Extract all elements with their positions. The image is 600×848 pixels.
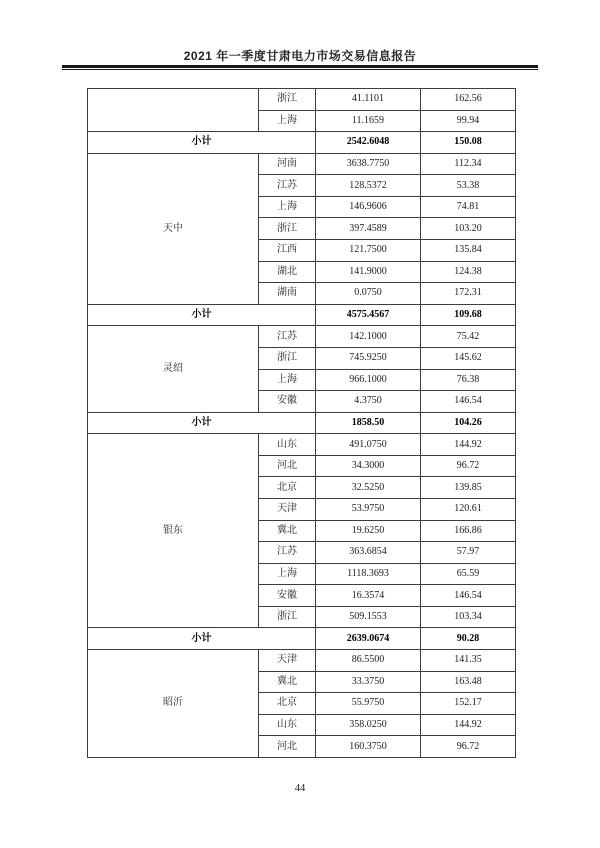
province-cell: 河南 <box>259 153 316 175</box>
subtotal-price-cell: 90.28 <box>421 628 516 650</box>
price-cell: 172.31 <box>421 283 516 305</box>
price-cell: 74.81 <box>421 196 516 218</box>
price-cell: 65.59 <box>421 563 516 585</box>
table-row <box>88 434 516 456</box>
price-cell: 99.94 <box>421 110 516 132</box>
province-cell: 江苏 <box>259 175 316 197</box>
subtotal-row <box>88 304 516 326</box>
price-cell: 120.61 <box>421 498 516 520</box>
province-cell: 上海 <box>259 196 316 218</box>
province-cell: 浙江 <box>259 347 316 369</box>
subtotal-price-cell: 150.08 <box>421 132 516 154</box>
province-cell: 北京 <box>259 693 316 715</box>
corridor-cell: 昭沂 <box>88 650 259 758</box>
volume-cell: 966.1000 <box>316 369 421 391</box>
price-cell: 139.85 <box>421 477 516 499</box>
subtotal-price-cell: 104.26 <box>421 412 516 434</box>
volume-cell: 41.1101 <box>316 89 421 111</box>
volume-cell: 358.0250 <box>316 714 421 736</box>
volume-cell: 53.9750 <box>316 498 421 520</box>
corridor-cell <box>88 89 259 132</box>
volume-cell: 11.1659 <box>316 110 421 132</box>
price-cell: 162.56 <box>421 89 516 111</box>
province-cell: 北京 <box>259 477 316 499</box>
subtotal-label-cell: 小计 <box>88 304 316 326</box>
province-cell: 江西 <box>259 240 316 262</box>
province-cell: 上海 <box>259 110 316 132</box>
volume-cell: 397.4589 <box>316 218 421 240</box>
subtotal-label-cell: 小计 <box>88 628 316 650</box>
volume-cell: 141.9000 <box>316 261 421 283</box>
province-cell: 安徽 <box>259 585 316 607</box>
price-cell: 76.38 <box>421 369 516 391</box>
volume-cell: 745.9250 <box>316 347 421 369</box>
table-row <box>88 650 516 672</box>
header-double-rule <box>62 65 538 70</box>
subtotal-row <box>88 628 516 650</box>
price-cell: 166.86 <box>421 520 516 542</box>
subtotal-price-cell: 109.68 <box>421 304 516 326</box>
subtotal-volume-cell: 1858.50 <box>316 412 421 434</box>
province-cell: 湖南 <box>259 283 316 305</box>
province-cell: 上海 <box>259 563 316 585</box>
subtotal-row <box>88 132 516 154</box>
volume-cell: 142.1000 <box>316 326 421 348</box>
price-cell: 144.92 <box>421 434 516 456</box>
volume-cell: 509.1553 <box>316 606 421 628</box>
price-cell: 163.48 <box>421 671 516 693</box>
volume-cell: 1118.3693 <box>316 563 421 585</box>
province-cell: 山东 <box>259 714 316 736</box>
corridor-cell: 天中 <box>88 153 259 304</box>
volume-cell: 55.9750 <box>316 693 421 715</box>
report-table-body <box>88 89 516 758</box>
price-cell: 135.84 <box>421 240 516 262</box>
volume-cell: 86.5500 <box>316 650 421 672</box>
province-cell: 江苏 <box>259 542 316 564</box>
price-cell: 53.38 <box>421 175 516 197</box>
price-cell: 146.54 <box>421 585 516 607</box>
corridor-cell: 银东 <box>88 434 259 628</box>
page-header-title: 2021 年一季度甘肃电力市场交易信息报告 <box>183 49 417 63</box>
province-cell: 安徽 <box>259 391 316 413</box>
province-cell: 上海 <box>259 369 316 391</box>
province-cell: 河北 <box>259 455 316 477</box>
volume-cell: 491.0750 <box>316 434 421 456</box>
volume-cell: 121.7500 <box>316 240 421 262</box>
table-row <box>88 89 516 111</box>
subtotal-volume-cell: 2542.6048 <box>316 132 421 154</box>
subtotal-volume-cell: 2639.0674 <box>316 628 421 650</box>
page-number: 44 <box>294 783 306 794</box>
volume-cell: 33.3750 <box>316 671 421 693</box>
volume-cell: 363.6854 <box>316 542 421 564</box>
price-cell: 146.54 <box>421 391 516 413</box>
subtotal-label-cell: 小计 <box>88 412 316 434</box>
volume-cell: 160.3750 <box>316 736 421 758</box>
table-row <box>88 326 516 348</box>
province-cell: 浙江 <box>259 89 316 111</box>
subtotal-row <box>88 412 516 434</box>
province-cell: 浙江 <box>259 218 316 240</box>
province-cell: 冀北 <box>259 520 316 542</box>
price-cell: 152.17 <box>421 693 516 715</box>
province-cell: 河北 <box>259 736 316 758</box>
volume-cell: 19.6250 <box>316 520 421 542</box>
price-cell: 141.35 <box>421 650 516 672</box>
price-cell: 96.72 <box>421 736 516 758</box>
volume-cell: 0.0750 <box>316 283 421 305</box>
volume-cell: 32.5250 <box>316 477 421 499</box>
volume-cell: 128.5372 <box>316 175 421 197</box>
volume-cell: 146.9606 <box>316 196 421 218</box>
province-cell: 湖北 <box>259 261 316 283</box>
province-cell: 天津 <box>259 498 316 520</box>
subtotal-label-cell: 小计 <box>88 132 316 154</box>
subtotal-volume-cell: 4575.4567 <box>316 304 421 326</box>
province-cell: 冀北 <box>259 671 316 693</box>
volume-cell: 16.3574 <box>316 585 421 607</box>
report-table <box>87 88 516 758</box>
corridor-cell: 灵绍 <box>88 326 259 412</box>
price-cell: 103.20 <box>421 218 516 240</box>
price-cell: 57.97 <box>421 542 516 564</box>
province-cell: 天津 <box>259 650 316 672</box>
volume-cell: 3638.7750 <box>316 153 421 175</box>
province-cell: 江苏 <box>259 326 316 348</box>
volume-cell: 4.3750 <box>316 391 421 413</box>
price-cell: 103.34 <box>421 606 516 628</box>
province-cell: 山东 <box>259 434 316 456</box>
volume-cell: 34.3000 <box>316 455 421 477</box>
price-cell: 96.72 <box>421 455 516 477</box>
table-row <box>88 153 516 175</box>
price-cell: 112.34 <box>421 153 516 175</box>
table-container <box>87 88 516 758</box>
price-cell: 124.38 <box>421 261 516 283</box>
price-cell: 144.92 <box>421 714 516 736</box>
price-cell: 75.42 <box>421 326 516 348</box>
province-cell: 浙江 <box>259 606 316 628</box>
price-cell: 145.62 <box>421 347 516 369</box>
